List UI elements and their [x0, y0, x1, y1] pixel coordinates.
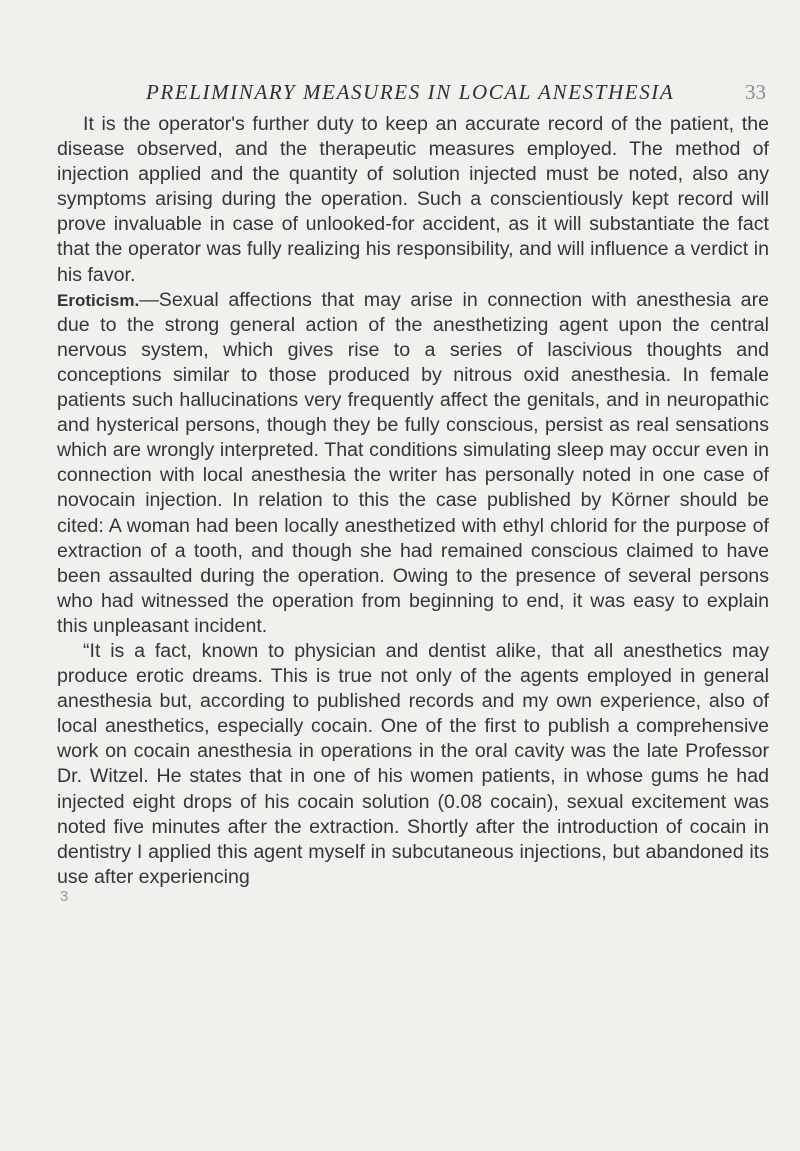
- section-heading: Eroticism.: [57, 290, 140, 310]
- paragraph-record-keeping: It is the operator's further duty to keep an accurate record of the patient, the disease observed, and the therapeutic measures employed. The method of injection applied and the quantity of solution injected must be noted, also any symptoms arising during the operation. Such a conscientiously kept record will prove invaluable in case of unlooked-for accident, as it will substantiate the fact that the operator was fully realizing his responsibility, and will influence a verdict in his favor.: [57, 113, 769, 286]
- running-title: PRELIMINARY MEASURES IN LOCAL ANESTHESIA: [146, 80, 675, 104]
- body-text: [57, 112, 769, 890]
- paragraph-quotation: “It is a fact, known to physician and dentist alike, that all anesthetics may produce erotic dreams. This is true not only of the agents employed in general anesthesia but, according to published records and my own experience, also of local anesthetics, especially cocain. One of the first to publish a comprehensive work on cocain anesthesia in operations in the oral cavity was the late Professor Dr. Witzel. He states that in one of his women patients, in whose gums he had injected eight drops of his cocain solution (0.08 cocain), sexual excitement was noted five minutes after the extraction. Shortly after the introduction of cocain in dentistry I applied this agent myself in subcutaneous injections, but abandoned its use after experiencing: [57, 639, 769, 888]
- running-header: [146, 80, 766, 105]
- paragraph-eroticism: [57, 288, 769, 639]
- signature-mark: 3: [60, 888, 69, 905]
- page-number: 33: [745, 80, 766, 104]
- paragraph-eroticism-text: —Sexual affections that may arise in connection with anesthesia are due to the strong general action of the anesthetizing agent upon the central nervous system, which gives rise to a series of lascivious thoughts and conceptions similar to those produced by nitrous oxid anesthesia. In female patients such hallucinations very frequently affect the genitals, and in neuropathic and hysterical persons, though they be fully conscious, persist as real sensations which are wrongly interpreted. That conditions simulating sleep may occur even in connection with local anesthesia the writer has personally noted in one case of novocain injection. In relation to this the case published by Körner should be cited: A woman had been locally anesthetized with ethyl chlorid for the purpose of extraction of a tooth, and though she had remained conscious claimed to have been assaulted during the operation. Owing to the presence of several persons who had witnessed the operation from beginning to end, it was easy to explain this unpleasant incident.: [57, 288, 769, 637]
